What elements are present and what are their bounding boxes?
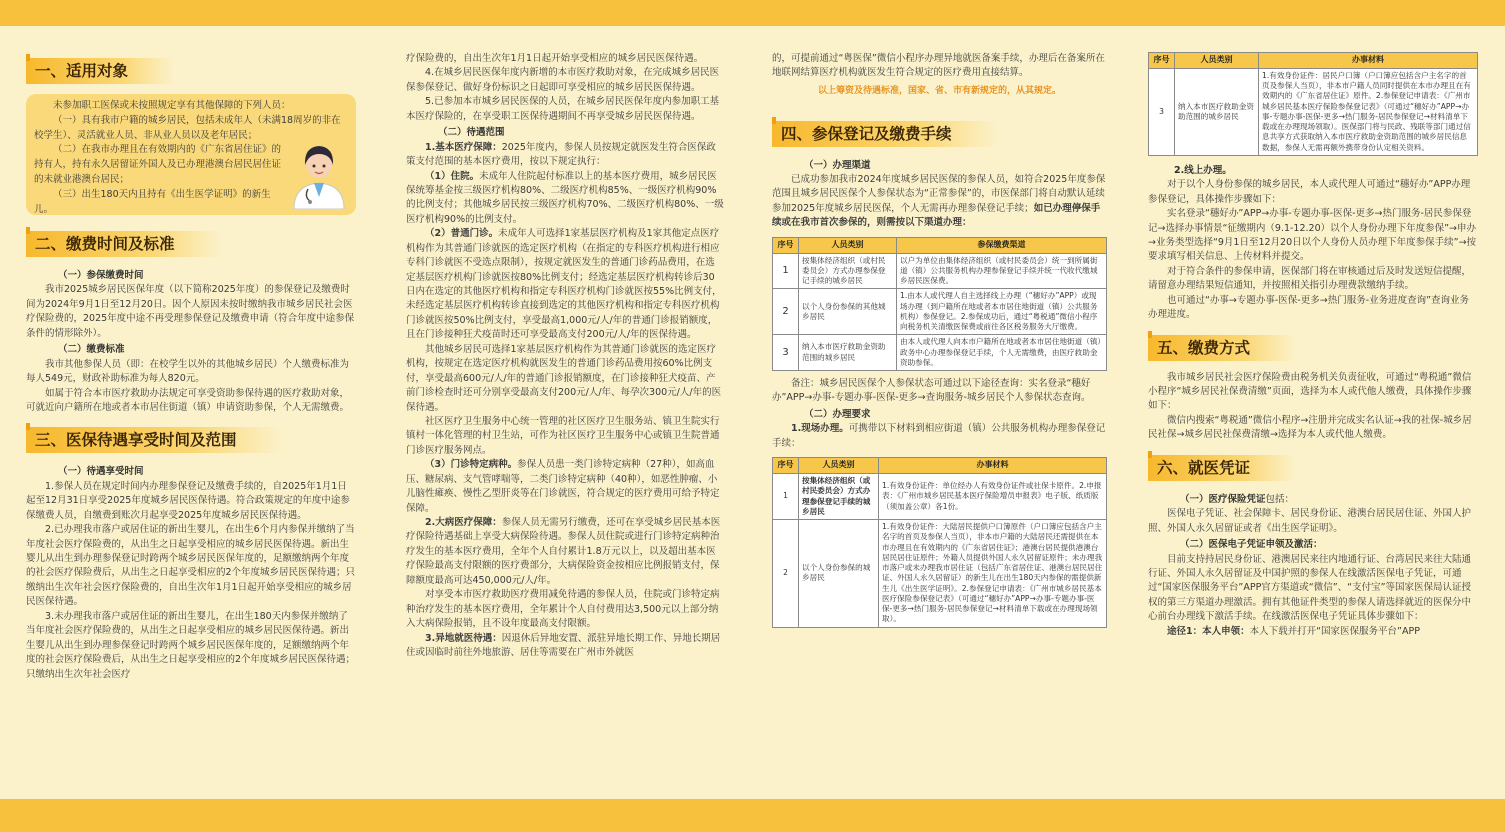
table-cell: 由本人或代理人向本市户籍所在地或者本市居住地街道（镇）政务中心办理参保登记手续，个人无需缴费，由医疗救助金资助参保。 [897,335,1107,371]
top-band [0,0,1505,26]
text: 未成年人可选择1家基层医疗机构及1家其他定点医疗机构作为其普通门诊就医的选定医疗机构（在指定的专科医疗机构进行相应专科门诊就医不受选点限制），按规定就医发生的普通门诊药品费用，在选定基层医疗机构门诊就医按80%比例支付；经选定基层医疗机构转诊后30日内在选定的其他医疗机构和指定专科医疗机构门诊就医按55%比例支付，未经选定基层医疗机构转诊直接到选定的其他医疗机构和指定专科医疗机构门诊就医按50%比例支付，享受最高1,000元/人/年的普通门诊报销额度，且在门诊接种狂犬疫苗时还可享受最高支付200元/人/年的医保待遇。 [406,228,722,341]
bold-lead: （1）住院。 [425,170,480,182]
paragraph: 医保电子凭证、社会保障卡、居民身份证、港澳台居民居住证、外国人护照、外国人永久居留证或者《出生医学证明》。 [1148,508,1472,534]
subheading-benefit-scope: （二）待遇范围 [438,127,505,139]
section-title-6: 六、就医凭证 [1148,455,1296,481]
table-header: 办事材料 [1259,53,1478,69]
column-3 [772,52,1107,796]
table-header: 人员类别 [1175,53,1259,69]
table-header: 参保缴费渠道 [897,237,1107,253]
column-2 [406,52,724,796]
table-cell: 1 [773,253,799,289]
paragraph [406,458,724,516]
bold-text: （一）医疗保险凭证 [1180,493,1266,505]
subheading-payment-time: （一）参保缴费时间 [58,270,144,281]
paragraph: 5.已参加本市城乡居民医保的人员，在城乡居民医保年度内参加职工基本医疗保险的，在享受职工医保待遇期间不再享受城乡居民医保待遇。 [406,96,720,122]
table-cell: 1.由本人或代理人自主选择线上办理（“穗好办”APP）或现场办理（到户籍所在地或者本市居住地街道（镇）公共服务机构）参保登记。2.参保成功后，通过“粤税通”微信小程序向税务机关清缴医保费或前往各区税务服务大厅缴费。 [897,289,1107,335]
paragraph [772,422,1107,451]
text: 因退休后异地安置、派驻异地长期工作、异地长期居住或因临时前往外地旅游、居住等需要在广州市外就医 [406,632,721,658]
text: 包括： [1265,493,1295,505]
section-title-5: 五、缴费方式 [1148,335,1296,361]
table-cell: 3 [773,335,799,371]
paragraph: 也可通过“办事→专题办事-医保-更多→热门服务-业务进度查询”查询业务办理进度。 [1148,294,1470,321]
subheading-benefit-time: （一）待遇享受时间 [58,466,144,478]
table-header: 人员类别 [799,237,897,253]
table-row [773,253,1107,289]
table-cell: 1.有效身份证件：居民户口簿（户口簿应包括含户主名字的首页及参保人当页），非本市户籍人员同时提供在本市办理且在有效期内的《广东省居住证》原件。2.参保登记申请表：《广州市城乡居民基本医疗保险参保登记表》（可通过“穗好办”APP→办事-专题办事-医保-更多→热门服务-居民参保登记→材料清单下载或在办理现场领取）。医保部门将与民政、残联等部门通过信息共享方式获取纳入本市医疗救助金资助范围的城乡居民信息数据，参保人无需再额外携带身份认定相关资料。 [1259,68,1478,155]
section-title-1: 一、适用对象 [26,58,174,84]
paragraph: 的，可提前通过“粤医保”微信小程序办理异地就医备案手续，办理后在备案所在地联网结算医疗机构就医发生符合规定的医疗费用直接结算。 [772,53,1105,79]
paragraph [772,173,1107,231]
text: 2025年度内，参保人员按规定就医发生符合医保政策支付范围的基本医疗费用，按以下规定执行： [406,141,716,168]
bold-lead: （2）普通门诊。 [425,228,499,240]
paragraph [406,227,724,343]
paragraph: 我市其他参保人员（即：在校学生以外的其他城乡居民）个人缴费标准为每人549元，财政补助标准为每人820元。 [26,358,350,385]
text: 已成功参加我市2024年度城乡居民医保的参保人员，如符合2025年度参保范围且城乡居民医保个人参保状态为“正常参保”的，市医保部门将自动默认延续参加2025年度城乡居民医保，个人无需再办理参保登记手续； [772,173,1106,214]
bold-lead: 途径1：本人申领： [1167,625,1250,637]
paragraph: 社区医疗卫生服务中心统一管理的社区医疗卫生服务站、镇卫生院实行镇村一体化管理的村卫生站，可作为社区医疗卫生服务中心或镇卫生院普通门诊医疗服务网点。 [406,415,720,456]
text: 参保人员患一类门诊特定病种（27种），如高血压、糖尿病、支气管哮喘等，二类门诊特定病种（40种），如恶性肿瘤、小儿脑性瘫痪、慢性乙型肝炎等在门诊就医，符合规定的医疗费用可给予特定保障。 [406,459,720,514]
paragraph: 4.在城乡居民医保年度内新增的本市医疗救助对象，在完成城乡居民医保参保登记、做好身份标识之日起即可享受相应的城乡居民医保待遇。 [406,67,720,93]
table-cell: 以个人身份参保的其他城乡居民 [799,289,897,335]
eligibility-item-3: （三）出生180天内且持有《出生医学证明》的新生儿。 [34,188,271,215]
subheading-payment-standard: （二）缴费标准 [58,344,125,356]
subheading-credentials [1180,493,1478,507]
table-header: 序号 [773,458,799,474]
paragraph: 我市城乡居民社会医疗保险费由税务机关负责征收，可通过“粤税通”微信小程序“城乡居民社保费清缴”页面，选择为本人或代他人缴费，具体操作步骤如下： [1148,371,1472,412]
table-cell: 纳入本市医疗救助金资助范围的城乡居民 [799,335,897,371]
paragraph: 实名登录“穗好办”APP→办事-专题办事-医保-更多→热门服务-居民参保登记→选择办事情景“征缴期内（9.1-12.20）以个人身份办理下年度参保”→申办→业务类型选择“9月1日至12月20日以个人身份人员办理下年度参保手续”→按要求填写相关信息、上传材料并提交。 [1148,208,1477,263]
paragraph: 微信内搜索“粤税通”微信小程序→注册并完成实名认证→我的社保-城乡居民社保→城乡居民社保费清缴→选择为本人或代他人缴费。 [1148,414,1472,441]
column-4 [1148,52,1478,796]
paragraph: 目前支持持居民身份证、港澳居民来往内地通行证、台湾居民来往大陆通行证、外国人永久居留证及中国护照的参保人在线激活医保电子凭证，可通过“国家医保服务平台”APP官方渠道或“微信”、“支付宝”等国家医保局认证授权的第三方渠道办理激活。拥有其他证件类型的参保人请选择就近的医保分中心前台办理线下激活手续。在线激活医保电子凭证具体步骤如下： [1148,553,1472,623]
table-row [773,520,1107,628]
table-cell: 3 [1149,68,1175,155]
bold-text: 如已办理停保手续或在我市首次参保的，则需按以下渠道办理： [772,202,1101,229]
column-1 [26,52,356,796]
paragraph [406,141,724,170]
paragraph [1148,625,1478,639]
paragraph [406,632,724,661]
paragraph: 2.已办理我市落户或居住证的新出生婴儿，在出生6个月内参保并缴纳了当年度社会医疗保险费的，从出生之日起享受相应的城乡居民医保待遇。新出生婴儿从出生到办理参保登记时跨两个城乡居民医保年度的，足额缴纳两个年度的社会医疗保险费后，从出生之日起享受相应的2个年度城乡居民医保待遇；只缴纳出生次年社会医疗保险费的，自出生次年1月1日起开始享受相应的城乡居民医保待遇。 [26,524,356,608]
table-cell: 1 [773,474,799,520]
text: 可携带以下材料到相应街道（镇）公共服务机构办理参保登记手续： [772,423,1106,449]
paragraph [406,170,724,228]
paragraph: 其他城乡居民可选择1家基层医疗机构作为其普通门诊就医的选定医疗机构，按规定在选定医疗机构就医发生的普通门诊药品费用按60%比例支付，享受最高600元/人/年的普通门诊报销额度，在门诊接种狂犬疫苗、产前门诊检查时还可分别享受最高支付200元/人/年、每孕次300元/人/年的医保待遇。 [406,343,722,413]
paragraph: 我市2025城乡居民医保年度（以下简称2025年度）的参保登记及缴费时间为2024年9月1日至12月20日。因个人原因未按时缴纳我市城乡居民社会医疗保险费的，2025年度中途不再受理参保登记及缴费申请（符合年度中途参保条件的情形除外）。 [26,284,355,339]
materials-table [772,457,1107,627]
eligibility-box [26,94,356,215]
text: 参保人员无需另行缴费，还可在享受城乡居民基本医疗保险待遇基础上享受大病保险待遇。参保人员住院或进行门诊特定病种治疗发生的基本医疗费用，全年个人自付累计1.8万元以上，以及超出基本医疗保险最高支付限额的医疗费部分，大病保险资金按相应比例报销支付，保障额度最高可达450,000元/人/年。 [406,517,721,586]
bold-lead: 1.现场办理。 [791,423,849,435]
doctor-illustration-icon [288,127,350,209]
subheading-requirements: （二）办理要求 [804,408,871,420]
section-title-2: 二、缴费时间及标准 [26,231,221,257]
subheading-e-credential: （二）医保电子凭证申领及激活： [1180,539,1323,551]
table-cell: 以个人身份参保的城乡居民 [799,520,879,628]
paragraph: 如属于符合本市医疗救助办法规定可享受资助参保待遇的医疗救助对象，可就近向户籍所在地或者本市居住街道（镇）申请资助参保，个人无需缴费。 [26,387,350,413]
table-header: 序号 [773,237,799,253]
paragraph: 对享受本市医疗救助医疗费用减免待遇的参保人员，住院或门诊特定病种治疗发生的基本医疗费用，全年累计个人自付费用达3,500元以上部分纳入大病保险报销，且不设年度最高支付限额。 [406,589,720,630]
paragraph: 对于以个人身份参保的城乡居民，本人或代理人可通过“穗好办”APP办理参保登记，具体操作步骤如下： [1148,179,1471,205]
paragraph: 对于符合条件的参保申请，医保部门将在审核通过后及时发送短信提醒，请留意办理结果短信通知，并按照相关指引办理费款缴纳手续。 [1148,265,1472,292]
table-cell: 1.有效身份证件：大陆居民提供户口簿原件（户口簿应包括含户主名字的首页及参保人当页），非本市户籍的大陆居民还需提供在本市办理且在有效期内的《广东省居住证》；港澳台居民提供港澳台居民居住证原件；外籍人员提供外国人永久居留证原件；未办理我市落户或未办理我市居住证（包括广东省居住证、港澳台居民居住证、外国人永久居留证）的新生儿在出生180天内参保的需提供新生儿《出生医学证明》。2.参保登记申请表：《广州市城乡居民基本医疗保险参保登记表》（可通过“穗好办”APP→办事-专题办事-医保-更多→热门服务-居民参保登记→材料清单下载或在办理现场领取）。 [879,520,1107,628]
table-row [1149,68,1478,155]
policy-note: 以上筹资及待遇标准，国家、省、市有新规定的，从其规定。 [817,85,1061,96]
eligibility-intro: 未参加职工医保或未按照规定享有其他保障的下列人员： [53,100,291,111]
paragraph: 备注：城乡居民医保个人参保状态可通过以下途径查询：实名登录“穗好办”APP→办事-专题办事-医保-更多→查询服务-城乡居民个人参保状态查询。 [772,378,1091,404]
table-row [773,335,1107,371]
table-row [773,289,1107,335]
table-cell: 1.有效身份证件：单位经办人有效身份证件或社保卡原件。2.申报表：《广州市城乡居民基本医疗保险增员申报表》电子版、纸质版（须加盖公章）各1份。 [879,474,1107,520]
paragraph: 1.参保人员在规定时间内办理参保登记及缴费手续的，自2025年1月1日起至12月31日享受2025年度城乡居民医保待遇。符合政策规定的年度中途参保缴费人员，自缴费到账次月起享受2025年度城乡居民医保待遇。 [26,480,350,521]
paragraph: 3.未办理我市落户或居住证的新出生婴儿，在出生180天内参保并缴纳了当年度社会医疗保险费的，从出生之日起享受相应的城乡居民医保待遇。新出生婴儿从出生到办理参保登记时跨两个城乡居民医保年度的，足额缴纳两个年度的社会医疗保险费后，从出生之日起享受相应的2个年度城乡居民医保待遇；只缴纳出生次年社会医疗 [26,610,356,680]
text: 未成年人住院起付标准以上的基本医疗费用，城乡居民医保统筹基金按三级医疗机构80%、二级医疗机构85%、一级医疗机构90%的比例支付；其他城乡居民按三级医疗机构70%、二级医疗机构80%、一级医疗机构90%的比例支付。 [406,170,724,225]
bottom-band [0,799,1505,832]
bold-lead: 3.异地就医待遇： [425,632,502,644]
bold-lead: （3）门诊特定病种。 [425,459,518,471]
paragraph [406,516,724,588]
section-title-3: 三、医保待遇享受时间及范围 [26,427,283,453]
table-cell: 按集体经济组织（或村民委员会）方式办理参保登记手续的城乡居民 [799,474,879,520]
table-cell: 2 [773,520,799,628]
bold-lead: 1.基本医疗保障： [425,141,502,153]
bold-lead: 2.大病医疗保障： [425,517,502,528]
table-cell: 以户为单位由集体经济组织（或村民委员会）统一到所属街道（镇）公共服务机构办理参保登记手续并统一代收代缴城乡居民医保费。 [897,253,1107,289]
materials-table-continued [1148,52,1478,156]
table-header-row [773,458,1107,474]
subheading-online: 2.线上办理。 [1174,164,1232,176]
subheading-channels: （一）办理渠道 [804,159,871,171]
table-cell: 按集体经济组织（或村民委员会）方式办理参保登记手续的城乡居民 [799,253,897,289]
table-header: 序号 [1149,53,1175,69]
channels-table [772,237,1107,371]
table-header-row [1149,53,1478,69]
eligibility-item-2: （二）在我市办理且在有效期内的《广东省居住证》的持有人，持有永久居留证外国人及已办理港澳台居民居住证的未就业港澳台居民； [34,144,282,186]
table-cell: 2 [773,289,799,335]
section-title-4: 四、参保登记及缴费手续 [772,121,998,147]
table-header: 办事材料 [879,458,1107,474]
table-row [773,474,1107,520]
table-header: 人员类别 [799,458,879,474]
eligibility-item-1: （一）具有我市户籍的城乡居民，包括未成年人（未满18周岁的非在校学生）、灵活就业人员、非从业人员以及老年居民； [34,114,341,141]
table-cell: 纳入本市医疗救助金资助范围的城乡居民 [1175,68,1259,155]
table-header-row [773,237,1107,253]
paragraph: 疗保险费的，自出生次年1月1日起开始享受相应的城乡居民医保待遇。 [406,53,704,64]
text: 本人下载并打开“国家医保服务平台”APP [1249,625,1420,637]
